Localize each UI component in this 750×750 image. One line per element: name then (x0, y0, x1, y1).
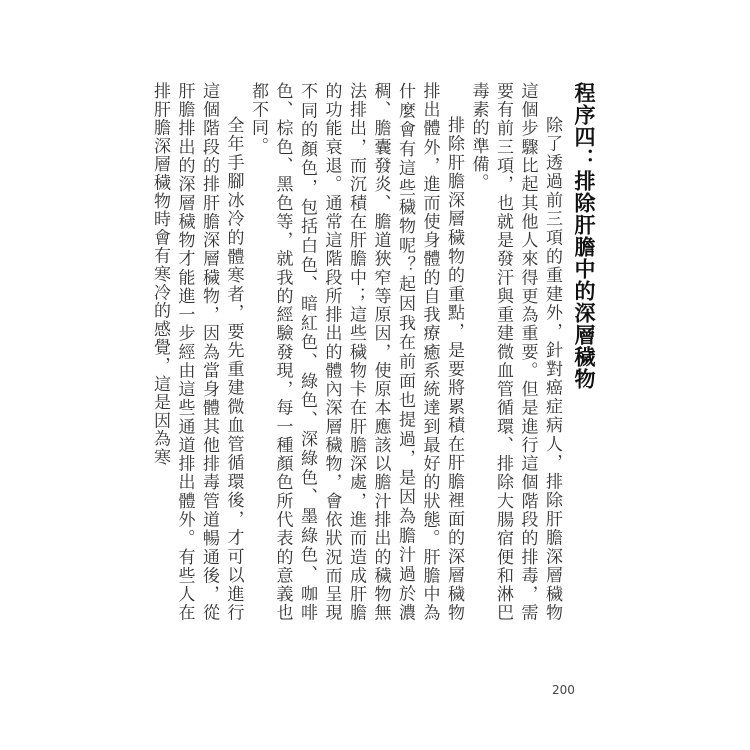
page-number: 200 (552, 683, 575, 697)
paragraph-2: 排除肝膽深層穢物的重點，是要將累積在肝膽裡面的深層穢物排出體外，進而使身體的自我療癒系統達到最好的狀態。肝膽中為什麼會有這些穢物呢？起因我在前面也提過，是因為膽汁過於濃稠、膽囊發炎、膽道狹窄等原因，使原本應該以膽汁排出的穢物無法排出，而沉積在肝膽中；這些穢物卡在肝膽深處，進而造成肝膽的功能衰退。通常這階段所排出的體內深層穢物，會依狀況而呈現不同的顏色，包括白色、暗紅色、綠色、深綠色、墨綠色、咖啡色、棕色、黑色等，就我的經驗發現，每一種顏色所代表的意義也都不同。 (248, 82, 464, 622)
section-heading: 程序四：排除肝膽中的深層穢物 (572, 82, 596, 390)
paragraph-1: 除了透過前三項的重建外，針對癌症病人，排除肝膽深層穢物這個步驟比起其他人來得更為重要。但是進行這個階段的排毒，需要有前三項，也就是發汗與重建微血管循環、排除大腸宿便和淋巴毒素的準備。 (468, 82, 562, 622)
vertical-text-block (148, 82, 601, 622)
paragraph-3: 全年手腳冰冷的體寒者，要先重建微血管循環後，才可以進行這個階段的排肝膽深層穢物，因為當身體其他排毒管道暢通後，從肝膽排出的深層穢物才能進一步經由這些通道排出體外。有些人在排肝膽深層穢物時會有寒冷的感覺，這是因為寒 (150, 82, 244, 622)
